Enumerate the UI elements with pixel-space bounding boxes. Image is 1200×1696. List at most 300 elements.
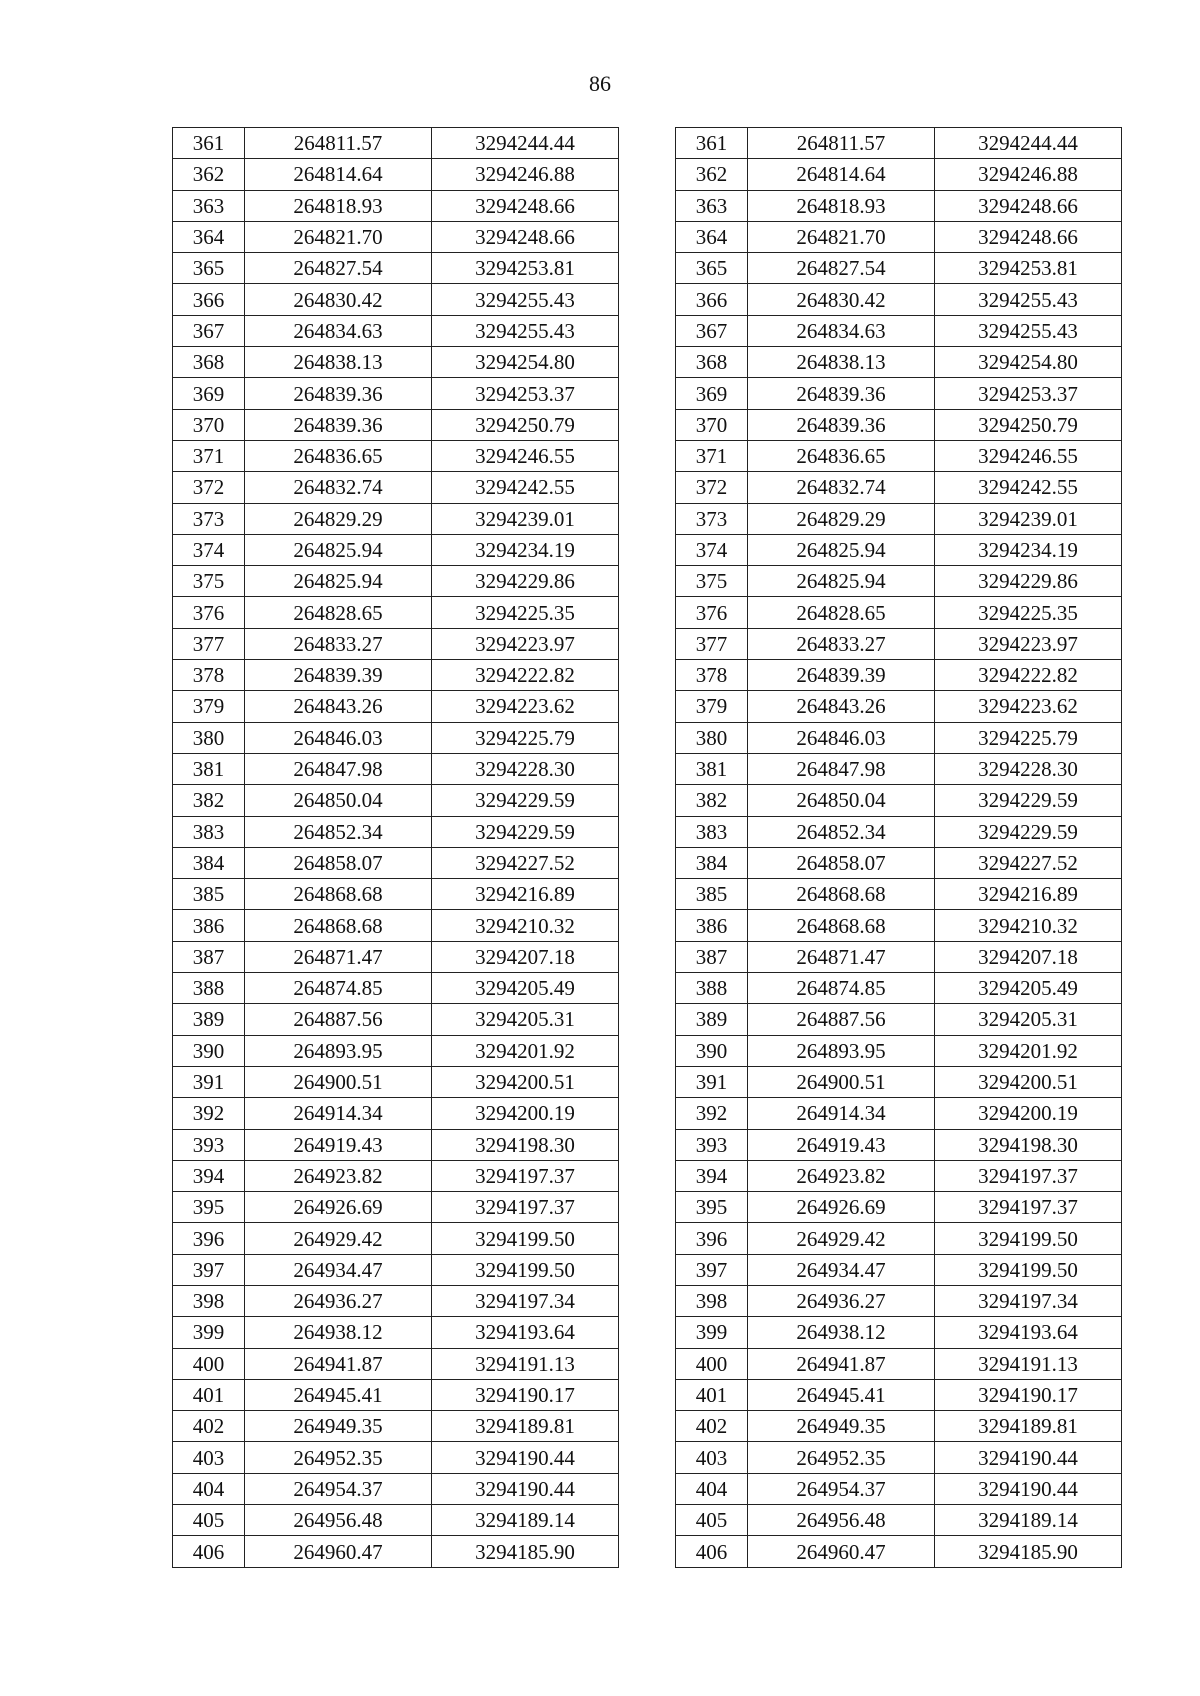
table-row — [173, 472, 1122, 503]
column-gap — [619, 1223, 676, 1254]
right-x-coordinate-cell: 264929.42 — [748, 1223, 935, 1254]
column-gap — [619, 472, 676, 503]
left-y-coordinate-cell: 3294205.31 — [432, 1004, 619, 1035]
left-y-coordinate-cell: 3294197.37 — [432, 1192, 619, 1223]
left-x-coordinate-cell: 264839.36 — [245, 378, 432, 409]
left-y-coordinate-cell: 3294250.79 — [432, 409, 619, 440]
left-y-coordinate-cell: 3294229.59 — [432, 816, 619, 847]
right-point-number-cell: 364 — [676, 221, 748, 252]
right-point-number-cell: 402 — [676, 1411, 748, 1442]
left-point-number-cell: 397 — [173, 1254, 245, 1285]
left-y-coordinate-cell: 3294228.30 — [432, 753, 619, 784]
right-x-coordinate-cell: 264871.47 — [748, 941, 935, 972]
left-point-number-cell: 399 — [173, 1317, 245, 1348]
left-x-coordinate-cell: 264832.74 — [245, 472, 432, 503]
left-point-number-cell: 365 — [173, 253, 245, 284]
right-y-coordinate-cell: 3294191.13 — [935, 1348, 1122, 1379]
right-point-number-cell: 365 — [676, 253, 748, 284]
left-y-coordinate-cell: 3294246.88 — [432, 159, 619, 190]
left-point-number-cell: 386 — [173, 910, 245, 941]
right-y-coordinate-cell: 3294205.31 — [935, 1004, 1122, 1035]
right-y-coordinate-cell: 3294246.88 — [935, 159, 1122, 190]
right-x-coordinate-cell: 264874.85 — [748, 973, 935, 1004]
left-y-coordinate-cell: 3294239.01 — [432, 503, 619, 534]
right-x-coordinate-cell: 264830.42 — [748, 284, 935, 315]
right-y-coordinate-cell: 3294229.59 — [935, 785, 1122, 816]
left-x-coordinate-cell: 264827.54 — [245, 253, 432, 284]
column-gap — [619, 1254, 676, 1285]
left-x-coordinate-cell: 264956.48 — [245, 1505, 432, 1536]
left-x-coordinate-cell: 264839.39 — [245, 660, 432, 691]
column-gap — [619, 440, 676, 471]
table-row — [173, 1098, 1122, 1129]
left-point-number-cell: 403 — [173, 1442, 245, 1473]
table-row — [173, 221, 1122, 252]
right-point-number-cell: 391 — [676, 1066, 748, 1097]
right-point-number-cell: 398 — [676, 1285, 748, 1316]
table-row — [173, 1411, 1122, 1442]
right-y-coordinate-cell: 3294255.43 — [935, 315, 1122, 346]
left-point-number-cell: 385 — [173, 879, 245, 910]
left-point-number-cell: 364 — [173, 221, 245, 252]
left-point-number-cell: 369 — [173, 378, 245, 409]
left-point-number-cell: 388 — [173, 973, 245, 1004]
right-x-coordinate-cell: 264814.64 — [748, 159, 935, 190]
left-point-number-cell: 377 — [173, 628, 245, 659]
right-point-number-cell: 382 — [676, 785, 748, 816]
left-y-coordinate-cell: 3294255.43 — [432, 284, 619, 315]
table-row — [173, 159, 1122, 190]
column-gap — [619, 1473, 676, 1504]
column-gap — [619, 785, 676, 816]
column-gap — [619, 816, 676, 847]
left-y-coordinate-cell: 3294210.32 — [432, 910, 619, 941]
left-x-coordinate-cell: 264938.12 — [245, 1317, 432, 1348]
column-gap — [619, 190, 676, 221]
left-y-coordinate-cell: 3294197.37 — [432, 1160, 619, 1191]
table-row — [173, 973, 1122, 1004]
right-y-coordinate-cell: 3294248.66 — [935, 221, 1122, 252]
left-x-coordinate-cell: 264838.13 — [245, 347, 432, 378]
left-point-number-cell: 366 — [173, 284, 245, 315]
left-x-coordinate-cell: 264847.98 — [245, 753, 432, 784]
right-y-coordinate-cell: 3294253.81 — [935, 253, 1122, 284]
table-row — [173, 722, 1122, 753]
left-y-coordinate-cell: 3294199.50 — [432, 1223, 619, 1254]
right-y-coordinate-cell: 3294201.92 — [935, 1035, 1122, 1066]
column-gap — [619, 128, 676, 159]
right-y-coordinate-cell: 3294197.34 — [935, 1285, 1122, 1316]
column-gap — [619, 253, 676, 284]
left-point-number-cell: 363 — [173, 190, 245, 221]
right-point-number-cell: 361 — [676, 128, 748, 159]
column-gap — [619, 347, 676, 378]
left-y-coordinate-cell: 3294248.66 — [432, 221, 619, 252]
right-y-coordinate-cell: 3294216.89 — [935, 879, 1122, 910]
right-y-coordinate-cell: 3294229.86 — [935, 566, 1122, 597]
column-gap — [619, 159, 676, 190]
left-x-coordinate-cell: 264868.68 — [245, 910, 432, 941]
table-row — [173, 1348, 1122, 1379]
table-row — [173, 378, 1122, 409]
right-x-coordinate-cell: 264858.07 — [748, 847, 935, 878]
right-x-coordinate-cell: 264850.04 — [748, 785, 935, 816]
table-row — [173, 503, 1122, 534]
left-point-number-cell: 368 — [173, 347, 245, 378]
right-point-number-cell: 406 — [676, 1536, 748, 1567]
left-y-coordinate-cell: 3294253.37 — [432, 378, 619, 409]
left-point-number-cell: 405 — [173, 1505, 245, 1536]
right-x-coordinate-cell: 264821.70 — [748, 221, 935, 252]
table-row — [173, 691, 1122, 722]
right-x-coordinate-cell: 264836.65 — [748, 440, 935, 471]
right-point-number-cell: 405 — [676, 1505, 748, 1536]
left-point-number-cell: 387 — [173, 941, 245, 972]
right-x-coordinate-cell: 264936.27 — [748, 1285, 935, 1316]
left-x-coordinate-cell: 264818.93 — [245, 190, 432, 221]
right-x-coordinate-cell: 264956.48 — [748, 1505, 935, 1536]
left-point-number-cell: 371 — [173, 440, 245, 471]
column-gap — [619, 566, 676, 597]
right-point-number-cell: 369 — [676, 378, 748, 409]
left-point-number-cell: 400 — [173, 1348, 245, 1379]
column-gap — [619, 879, 676, 910]
right-x-coordinate-cell: 264846.03 — [748, 722, 935, 753]
left-x-coordinate-cell: 264868.68 — [245, 879, 432, 910]
left-x-coordinate-cell: 264936.27 — [245, 1285, 432, 1316]
column-gap — [619, 753, 676, 784]
right-y-coordinate-cell: 3294198.30 — [935, 1129, 1122, 1160]
right-y-coordinate-cell: 3294189.14 — [935, 1505, 1122, 1536]
right-y-coordinate-cell: 3294197.37 — [935, 1160, 1122, 1191]
left-x-coordinate-cell: 264836.65 — [245, 440, 432, 471]
left-point-number-cell: 374 — [173, 534, 245, 565]
left-y-coordinate-cell: 3294198.30 — [432, 1129, 619, 1160]
left-point-number-cell: 373 — [173, 503, 245, 534]
right-point-number-cell: 366 — [676, 284, 748, 315]
column-gap — [619, 1098, 676, 1129]
table-row — [173, 597, 1122, 628]
right-y-coordinate-cell: 3294239.01 — [935, 503, 1122, 534]
table-row — [173, 1254, 1122, 1285]
left-point-number-cell: 401 — [173, 1379, 245, 1410]
column-gap — [619, 284, 676, 315]
right-point-number-cell: 376 — [676, 597, 748, 628]
table-row — [173, 628, 1122, 659]
column-gap — [619, 1379, 676, 1410]
right-x-coordinate-cell: 264839.36 — [748, 409, 935, 440]
left-x-coordinate-cell: 264954.37 — [245, 1473, 432, 1504]
table-row — [173, 128, 1122, 159]
left-point-number-cell: 383 — [173, 816, 245, 847]
table-row — [173, 1004, 1122, 1035]
right-point-number-cell: 362 — [676, 159, 748, 190]
column-gap — [619, 1160, 676, 1191]
table-row — [173, 1505, 1122, 1536]
column-gap — [619, 409, 676, 440]
left-y-coordinate-cell: 3294207.18 — [432, 941, 619, 972]
column-gap — [619, 1035, 676, 1066]
right-x-coordinate-cell: 264914.34 — [748, 1098, 935, 1129]
right-x-coordinate-cell: 264960.47 — [748, 1536, 935, 1567]
right-point-number-cell: 370 — [676, 409, 748, 440]
column-gap — [619, 660, 676, 691]
left-point-number-cell: 372 — [173, 472, 245, 503]
right-x-coordinate-cell: 264949.35 — [748, 1411, 935, 1442]
left-x-coordinate-cell: 264828.65 — [245, 597, 432, 628]
left-x-coordinate-cell: 264825.94 — [245, 566, 432, 597]
right-x-coordinate-cell: 264818.93 — [748, 190, 935, 221]
left-y-coordinate-cell: 3294229.86 — [432, 566, 619, 597]
right-y-coordinate-cell: 3294225.35 — [935, 597, 1122, 628]
column-gap — [619, 221, 676, 252]
right-point-number-cell: 373 — [676, 503, 748, 534]
left-point-number-cell: 381 — [173, 753, 245, 784]
right-y-coordinate-cell: 3294190.44 — [935, 1442, 1122, 1473]
left-x-coordinate-cell: 264874.85 — [245, 973, 432, 1004]
column-gap — [619, 1411, 676, 1442]
right-point-number-cell: 367 — [676, 315, 748, 346]
table-row — [173, 1223, 1122, 1254]
right-point-number-cell: 390 — [676, 1035, 748, 1066]
left-x-coordinate-cell: 264926.69 — [245, 1192, 432, 1223]
column-gap — [619, 722, 676, 753]
right-point-number-cell: 385 — [676, 879, 748, 910]
column-gap — [619, 1536, 676, 1567]
left-point-number-cell: 395 — [173, 1192, 245, 1223]
right-point-number-cell: 397 — [676, 1254, 748, 1285]
table-row — [173, 879, 1122, 910]
right-point-number-cell: 377 — [676, 628, 748, 659]
right-point-number-cell: 395 — [676, 1192, 748, 1223]
column-gap — [619, 941, 676, 972]
left-y-coordinate-cell: 3294246.55 — [432, 440, 619, 471]
right-point-number-cell: 372 — [676, 472, 748, 503]
right-point-number-cell: 383 — [676, 816, 748, 847]
left-y-coordinate-cell: 3294248.66 — [432, 190, 619, 221]
right-y-coordinate-cell: 3294227.52 — [935, 847, 1122, 878]
right-point-number-cell: 393 — [676, 1129, 748, 1160]
left-point-number-cell: 370 — [173, 409, 245, 440]
left-y-coordinate-cell: 3294229.59 — [432, 785, 619, 816]
column-gap — [619, 973, 676, 1004]
left-point-number-cell: 396 — [173, 1223, 245, 1254]
left-point-number-cell: 391 — [173, 1066, 245, 1097]
right-x-coordinate-cell: 264852.34 — [748, 816, 935, 847]
left-point-number-cell: 378 — [173, 660, 245, 691]
table-row — [173, 660, 1122, 691]
left-x-coordinate-cell: 264858.07 — [245, 847, 432, 878]
left-point-number-cell: 379 — [173, 691, 245, 722]
right-y-coordinate-cell: 3294200.19 — [935, 1098, 1122, 1129]
column-gap — [619, 1317, 676, 1348]
column-gap — [619, 691, 676, 722]
table-row — [173, 910, 1122, 941]
right-y-coordinate-cell: 3294222.82 — [935, 660, 1122, 691]
left-x-coordinate-cell: 264900.51 — [245, 1066, 432, 1097]
left-point-number-cell: 393 — [173, 1129, 245, 1160]
right-x-coordinate-cell: 264827.54 — [748, 253, 935, 284]
right-point-number-cell: 380 — [676, 722, 748, 753]
column-gap — [619, 597, 676, 628]
table-row — [173, 1129, 1122, 1160]
column-gap — [619, 1442, 676, 1473]
left-point-number-cell: 389 — [173, 1004, 245, 1035]
table-row — [173, 440, 1122, 471]
left-y-coordinate-cell: 3294223.62 — [432, 691, 619, 722]
left-y-coordinate-cell: 3294222.82 — [432, 660, 619, 691]
left-y-coordinate-cell: 3294244.44 — [432, 128, 619, 159]
right-y-coordinate-cell: 3294244.44 — [935, 128, 1122, 159]
left-point-number-cell: 375 — [173, 566, 245, 597]
table-row — [173, 1442, 1122, 1473]
right-point-number-cell: 401 — [676, 1379, 748, 1410]
right-point-number-cell: 375 — [676, 566, 748, 597]
left-y-coordinate-cell: 3294253.81 — [432, 253, 619, 284]
page-number: 86 — [589, 71, 611, 96]
table-row — [173, 1473, 1122, 1504]
right-y-coordinate-cell: 3294199.50 — [935, 1254, 1122, 1285]
left-point-number-cell: 384 — [173, 847, 245, 878]
left-x-coordinate-cell: 264852.34 — [245, 816, 432, 847]
left-x-coordinate-cell: 264919.43 — [245, 1129, 432, 1160]
column-gap — [619, 378, 676, 409]
left-y-coordinate-cell: 3294190.17 — [432, 1379, 619, 1410]
right-x-coordinate-cell: 264954.37 — [748, 1473, 935, 1504]
column-gap — [619, 534, 676, 565]
table-row — [173, 847, 1122, 878]
right-y-coordinate-cell: 3294248.66 — [935, 190, 1122, 221]
right-point-number-cell: 387 — [676, 941, 748, 972]
right-x-coordinate-cell: 264829.29 — [748, 503, 935, 534]
left-point-number-cell: 380 — [173, 722, 245, 753]
left-point-number-cell: 406 — [173, 1536, 245, 1567]
right-x-coordinate-cell: 264834.63 — [748, 315, 935, 346]
right-x-coordinate-cell: 264893.95 — [748, 1035, 935, 1066]
table-row — [173, 190, 1122, 221]
right-x-coordinate-cell: 264919.43 — [748, 1129, 935, 1160]
left-x-coordinate-cell: 264830.42 — [245, 284, 432, 315]
right-y-coordinate-cell: 3294225.79 — [935, 722, 1122, 753]
left-y-coordinate-cell: 3294242.55 — [432, 472, 619, 503]
right-x-coordinate-cell: 264839.39 — [748, 660, 935, 691]
table-row — [173, 753, 1122, 784]
coordinates-table-body — [173, 128, 1122, 1568]
left-y-coordinate-cell: 3294225.35 — [432, 597, 619, 628]
left-point-number-cell: 398 — [173, 1285, 245, 1316]
column-gap — [619, 1348, 676, 1379]
right-y-coordinate-cell: 3294223.97 — [935, 628, 1122, 659]
right-y-coordinate-cell: 3294246.55 — [935, 440, 1122, 471]
right-point-number-cell: 389 — [676, 1004, 748, 1035]
left-x-coordinate-cell: 264829.29 — [245, 503, 432, 534]
right-x-coordinate-cell: 264887.56 — [748, 1004, 935, 1035]
left-x-coordinate-cell: 264814.64 — [245, 159, 432, 190]
coordinates-table — [172, 127, 1122, 1568]
right-y-coordinate-cell: 3294228.30 — [935, 753, 1122, 784]
right-y-coordinate-cell: 3294229.59 — [935, 816, 1122, 847]
table-row — [173, 1317, 1122, 1348]
left-point-number-cell: 402 — [173, 1411, 245, 1442]
left-x-coordinate-cell: 264960.47 — [245, 1536, 432, 1567]
right-x-coordinate-cell: 264833.27 — [748, 628, 935, 659]
left-y-coordinate-cell: 3294234.19 — [432, 534, 619, 565]
left-y-coordinate-cell: 3294189.81 — [432, 1411, 619, 1442]
right-point-number-cell: 384 — [676, 847, 748, 878]
right-y-coordinate-cell: 3294200.51 — [935, 1066, 1122, 1097]
right-y-coordinate-cell: 3294253.37 — [935, 378, 1122, 409]
right-y-coordinate-cell: 3294185.90 — [935, 1536, 1122, 1567]
column-gap — [619, 315, 676, 346]
column-gap — [619, 1129, 676, 1160]
right-point-number-cell: 381 — [676, 753, 748, 784]
left-y-coordinate-cell: 3294223.97 — [432, 628, 619, 659]
right-y-coordinate-cell: 3294193.64 — [935, 1317, 1122, 1348]
left-y-coordinate-cell: 3294199.50 — [432, 1254, 619, 1285]
right-point-number-cell: 371 — [676, 440, 748, 471]
right-point-number-cell: 386 — [676, 910, 748, 941]
right-x-coordinate-cell: 264934.47 — [748, 1254, 935, 1285]
left-point-number-cell: 376 — [173, 597, 245, 628]
left-x-coordinate-cell: 264952.35 — [245, 1442, 432, 1473]
right-x-coordinate-cell: 264825.94 — [748, 566, 935, 597]
left-point-number-cell: 394 — [173, 1160, 245, 1191]
right-y-coordinate-cell: 3294242.55 — [935, 472, 1122, 503]
table-row — [173, 347, 1122, 378]
right-x-coordinate-cell: 264952.35 — [748, 1442, 935, 1473]
column-gap — [619, 1192, 676, 1223]
right-point-number-cell: 392 — [676, 1098, 748, 1129]
left-point-number-cell: 361 — [173, 128, 245, 159]
right-x-coordinate-cell: 264847.98 — [748, 753, 935, 784]
table-row — [173, 1066, 1122, 1097]
table-row — [173, 1536, 1122, 1567]
left-y-coordinate-cell: 3294190.44 — [432, 1442, 619, 1473]
column-gap — [619, 1285, 676, 1316]
left-y-coordinate-cell: 3294193.64 — [432, 1317, 619, 1348]
table-row — [173, 253, 1122, 284]
right-point-number-cell: 363 — [676, 190, 748, 221]
left-y-coordinate-cell: 3294255.43 — [432, 315, 619, 346]
right-point-number-cell: 379 — [676, 691, 748, 722]
left-y-coordinate-cell: 3294205.49 — [432, 973, 619, 1004]
right-x-coordinate-cell: 264825.94 — [748, 534, 935, 565]
left-x-coordinate-cell: 264871.47 — [245, 941, 432, 972]
left-point-number-cell: 367 — [173, 315, 245, 346]
right-y-coordinate-cell: 3294205.49 — [935, 973, 1122, 1004]
left-point-number-cell: 382 — [173, 785, 245, 816]
right-y-coordinate-cell: 3294189.81 — [935, 1411, 1122, 1442]
right-x-coordinate-cell: 264843.26 — [748, 691, 935, 722]
right-y-coordinate-cell: 3294255.43 — [935, 284, 1122, 315]
left-y-coordinate-cell: 3294189.14 — [432, 1505, 619, 1536]
table-row — [173, 409, 1122, 440]
left-x-coordinate-cell: 264834.63 — [245, 315, 432, 346]
table-row — [173, 785, 1122, 816]
left-y-coordinate-cell: 3294190.44 — [432, 1473, 619, 1504]
column-gap — [619, 1505, 676, 1536]
right-point-number-cell: 403 — [676, 1442, 748, 1473]
left-y-coordinate-cell: 3294201.92 — [432, 1035, 619, 1066]
left-x-coordinate-cell: 264923.82 — [245, 1160, 432, 1191]
left-x-coordinate-cell: 264929.42 — [245, 1223, 432, 1254]
column-gap — [619, 1004, 676, 1035]
left-x-coordinate-cell: 264893.95 — [245, 1035, 432, 1066]
left-x-coordinate-cell: 264846.03 — [245, 722, 432, 753]
table-row — [173, 566, 1122, 597]
right-x-coordinate-cell: 264926.69 — [748, 1192, 935, 1223]
right-x-coordinate-cell: 264900.51 — [748, 1066, 935, 1097]
